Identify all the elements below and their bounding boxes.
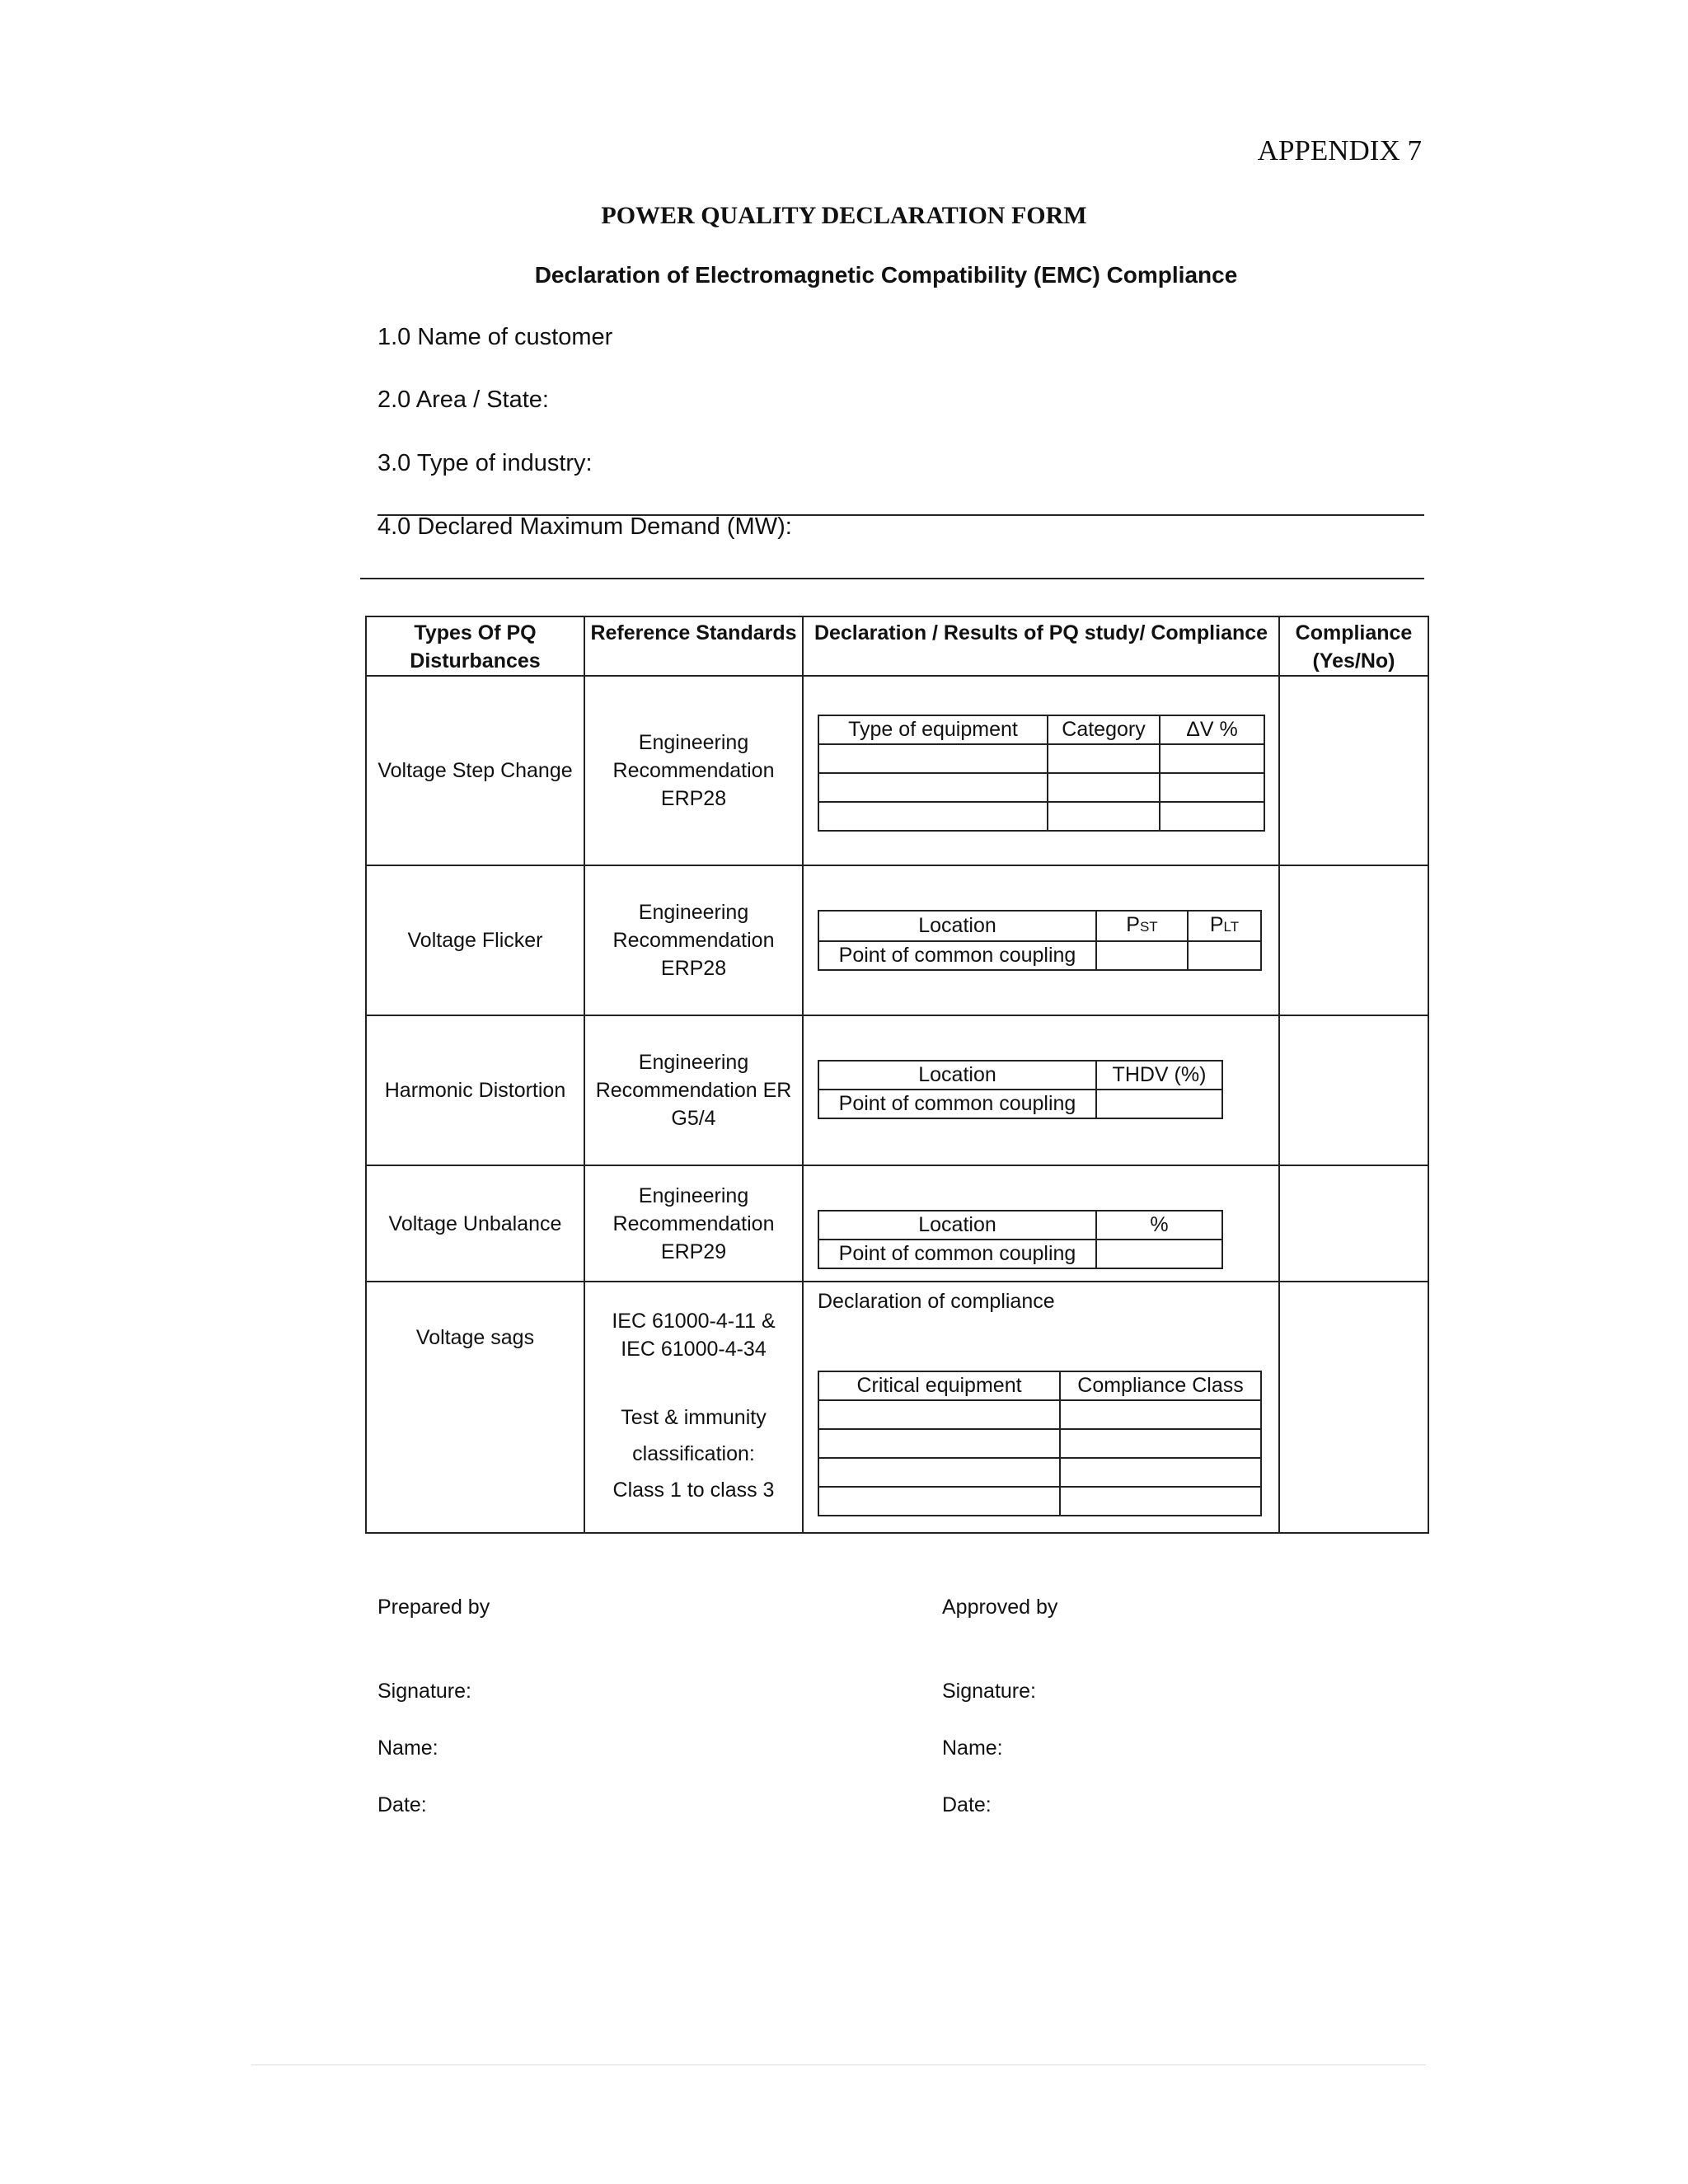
input-cell[interactable] bbox=[818, 1400, 1060, 1429]
input-cell[interactable] bbox=[1048, 773, 1160, 802]
prepared-by-label: Prepared by bbox=[377, 1596, 490, 1619]
type-flicker: Voltage Flicker bbox=[366, 865, 584, 1015]
sags-subtable bbox=[818, 1371, 1262, 1516]
input-cell[interactable] bbox=[1060, 1400, 1261, 1429]
flicker-subtable bbox=[818, 910, 1262, 971]
ref-harmonic: Engineering Recommendation ER G5/4 bbox=[584, 1015, 803, 1165]
ref-step-change: Engineering Recommendation ERP28 bbox=[584, 676, 803, 865]
plt-header: PLT bbox=[1188, 911, 1261, 941]
table-row bbox=[366, 1165, 1428, 1282]
harmonic-subtable bbox=[818, 1060, 1223, 1119]
decl-step-change bbox=[803, 676, 1279, 865]
pst-header: PST bbox=[1096, 911, 1188, 941]
input-cell[interactable] bbox=[1096, 941, 1188, 970]
pq-disturbance-table bbox=[365, 616, 1429, 1534]
input-cell[interactable] bbox=[1096, 1240, 1222, 1268]
type-sags: Voltage sags bbox=[366, 1282, 584, 1533]
step-change-subtable bbox=[818, 715, 1265, 832]
unbalance-subtable bbox=[818, 1210, 1223, 1269]
sub-header: Location bbox=[818, 911, 1096, 941]
compliance-cell[interactable] bbox=[1279, 1015, 1428, 1165]
sub-header: Location bbox=[818, 1211, 1096, 1240]
industry-type-field[interactable]: 3.0 Type of industry: bbox=[377, 450, 593, 476]
sub-header: THDV (%) bbox=[1096, 1061, 1222, 1090]
input-cell[interactable] bbox=[818, 1429, 1060, 1458]
form-subtitle: Declaration of Electromagnetic Compatibility (EMC) Compliance bbox=[534, 262, 1238, 288]
type-harmonic: Harmonic Distortion bbox=[366, 1015, 584, 1165]
pcc-label: Point of common coupling bbox=[818, 1090, 1096, 1118]
input-cell[interactable] bbox=[1160, 744, 1264, 773]
sub-header: % bbox=[1096, 1211, 1222, 1240]
table-row bbox=[366, 865, 1428, 1015]
input-cell[interactable] bbox=[818, 1458, 1060, 1487]
header-types: Types Of PQ Disturbances bbox=[366, 616, 584, 676]
sub-header: Compliance Class bbox=[1060, 1371, 1261, 1400]
header-declaration: Declaration / Results of PQ study/ Compliance bbox=[803, 616, 1279, 676]
customer-name-field[interactable]: 1.0 Name of customer bbox=[377, 324, 613, 350]
compliance-cell[interactable] bbox=[1279, 865, 1428, 1015]
table-row bbox=[366, 676, 1428, 865]
sub-header: Type of equipment bbox=[818, 715, 1048, 744]
table-row bbox=[366, 1015, 1428, 1165]
sub-header: Critical equipment bbox=[818, 1371, 1060, 1400]
sub-header: Location bbox=[818, 1061, 1096, 1090]
prepared-date-field[interactable]: Date: bbox=[377, 1793, 427, 1816]
pcc-label: Point of common coupling bbox=[818, 941, 1096, 970]
input-cell[interactable] bbox=[818, 802, 1048, 831]
prepared-signature-field[interactable]: Signature: bbox=[377, 1680, 471, 1703]
table-header-row bbox=[366, 616, 1428, 676]
prepared-name-field[interactable]: Name: bbox=[377, 1736, 438, 1760]
decl-sags bbox=[803, 1282, 1279, 1533]
area-state-field[interactable]: 2.0 Area / State: bbox=[377, 387, 549, 413]
decl-unbalance bbox=[803, 1165, 1279, 1282]
field-divider bbox=[360, 578, 1424, 579]
input-cell[interactable] bbox=[818, 1487, 1060, 1516]
sub-header: Category bbox=[1048, 715, 1160, 744]
ref-flicker: Engineering Recommendation ERP28 bbox=[584, 865, 803, 1015]
compliance-cell[interactable] bbox=[1279, 1165, 1428, 1282]
decl-flicker bbox=[803, 865, 1279, 1015]
input-cell[interactable] bbox=[1060, 1487, 1261, 1516]
footer-divider bbox=[251, 2064, 1426, 2065]
ref-unbalance: Engineering Recommendation ERP29 bbox=[584, 1165, 803, 1282]
input-cell[interactable] bbox=[1060, 1458, 1261, 1487]
approved-by-label: Approved by bbox=[942, 1596, 1058, 1619]
declaration-note: Declaration of compliance bbox=[818, 1290, 1055, 1313]
input-cell[interactable] bbox=[818, 773, 1048, 802]
decl-harmonic bbox=[803, 1015, 1279, 1165]
header-compliance: Compliance (Yes/No) bbox=[1279, 616, 1428, 676]
input-cell[interactable] bbox=[1160, 802, 1264, 831]
pcc-label: Point of common coupling bbox=[818, 1240, 1096, 1268]
compliance-cell[interactable] bbox=[1279, 676, 1428, 865]
max-demand-field[interactable]: 4.0 Declared Maximum Demand (MW): bbox=[377, 513, 792, 540]
sub-header: ΔV % bbox=[1160, 715, 1264, 744]
type-unbalance: Voltage Unbalance bbox=[366, 1165, 584, 1282]
input-cell[interactable] bbox=[1096, 1090, 1222, 1118]
approved-signature-field[interactable]: Signature: bbox=[942, 1680, 1036, 1703]
input-cell[interactable] bbox=[1160, 773, 1264, 802]
compliance-cell[interactable] bbox=[1279, 1282, 1428, 1533]
input-cell[interactable] bbox=[818, 744, 1048, 773]
input-cell[interactable] bbox=[1060, 1429, 1261, 1458]
input-cell[interactable] bbox=[1048, 744, 1160, 773]
header-reference: Reference Standards bbox=[584, 616, 803, 676]
approved-name-field[interactable]: Name: bbox=[942, 1736, 1003, 1760]
approved-date-field[interactable]: Date: bbox=[942, 1793, 992, 1816]
type-step-change: Voltage Step Change bbox=[366, 676, 584, 865]
input-cell[interactable] bbox=[1188, 941, 1261, 970]
appendix-label: APPENDIX 7 bbox=[1257, 134, 1422, 166]
table-row bbox=[366, 1282, 1428, 1533]
input-cell[interactable] bbox=[1048, 802, 1160, 831]
form-title: POWER QUALITY DECLARATION FORM bbox=[601, 202, 1087, 229]
ref-sags: IEC 61000-4-11 & IEC 61000-4-34 Test & immunity classification: Class 1 to class 3 bbox=[584, 1282, 803, 1533]
